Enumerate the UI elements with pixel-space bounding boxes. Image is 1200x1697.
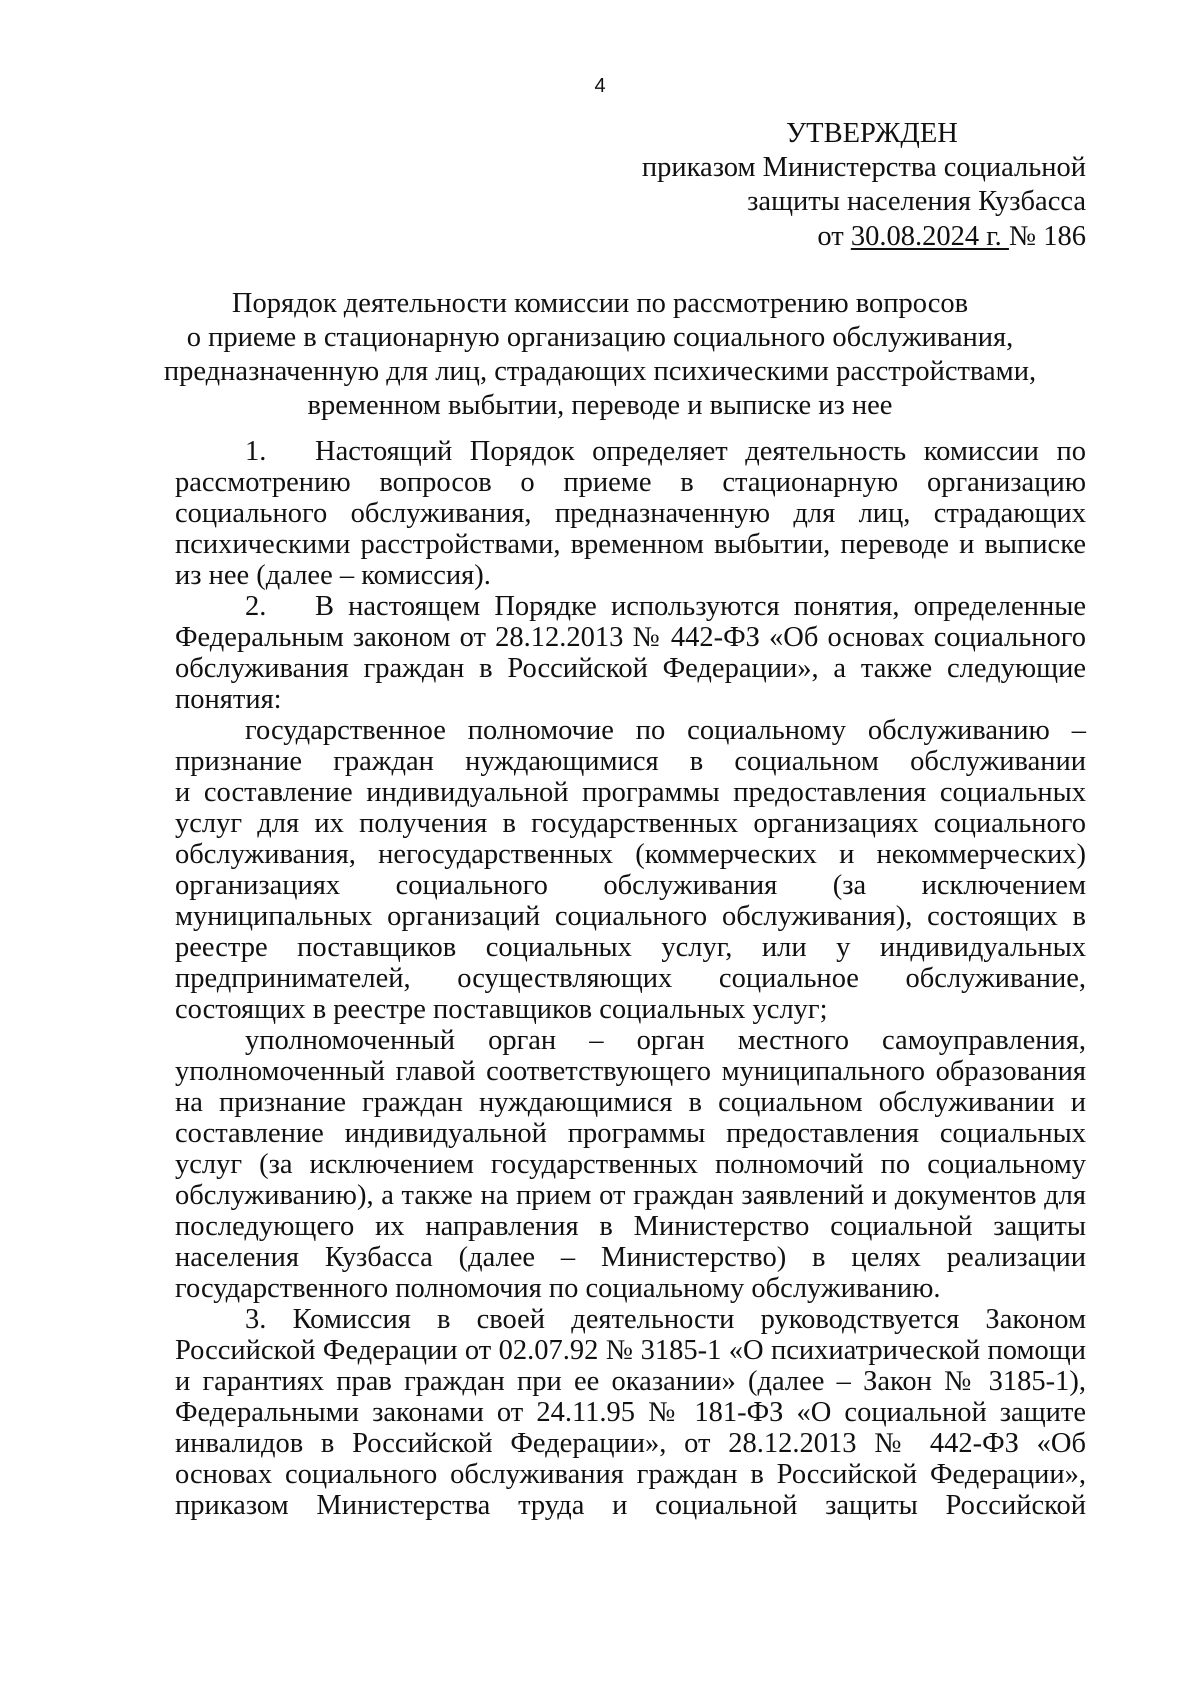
definition-2-line: населения Кузбасса (далее – Министерство) в целях реализации [175,1242,1086,1273]
paragraph-1-line: социального обслуживания, предназначенную для лиц, страдающих [175,498,1086,529]
definition-1-line: организациях социального обслуживания (за исключением [175,870,1086,901]
approval-heading: УТВЕРЖДЕН [786,118,958,149]
definition-2-line: государственного полномочия по социальному обслуживанию. [175,1273,941,1304]
paragraph-3-line: и гарантиях прав граждан при ее оказании» (далее – Закон № 3185-1), [175,1366,1086,1397]
definition-1-line: признание граждан нуждающимися в социальном обслуживании [175,746,1086,777]
paragraph-1-line: из нее (далее – комиссия). [175,560,491,591]
paragraph-3-line: инвалидов в Российской Федерации», от 28.12.2013 № 442-ФЗ «Об [175,1428,1086,1459]
paragraph-3-line: приказом Министерства труда и социальной защиты Российской [175,1490,1086,1521]
document-title-line: Порядок деятельности комиссии по рассмотрению вопросов [231,288,969,319]
definition-2-line: уполномоченный орган – орган местного самоуправления, [245,1025,1086,1056]
paragraph-2-line: Федеральным законом от 28.12.2013 № 442-ФЗ «Об основах социального [175,622,1086,653]
definition-2-line: на признание граждан нуждающимися в социальном обслуживании и [175,1087,1086,1118]
paragraph-3-line: Федеральными законами от 24.11.95 № 181-ФЗ «О социальной защите [175,1397,1086,1428]
definition-1-line: услуг для их получения в государственных организациях социального [175,808,1086,839]
paragraph-1-line: рассмотрению вопросов о приеме в стационарную организацию [175,467,1086,498]
paragraph-1-line: психическими расстройствами, временном выбытии, переводе и выписке [175,529,1086,560]
definition-1-line: реестре поставщиков социальных услуг, или у индивидуальных [175,932,1086,963]
definition-1-line: состоящих в реестре поставщиков социальных услуг; [175,994,828,1025]
paragraph-2-line: обслуживания граждан в Российской Федерации», а также следующие [175,653,1086,684]
definition-2-line: составление индивидуальной программы предоставления социальных [175,1118,1086,1149]
definition-1-line: муниципальных организаций социального обслуживания), состоящих в [175,901,1086,932]
paragraph-2-text: В настоящем Порядке используются понятия, определенные [315,591,1086,622]
paragraph-3-line: Российской Федерации от 02.07.92 № 3185-1 «О психиатрической помощи [175,1335,1086,1366]
definition-2-line: последующего их направления в Министерство социальной защиты [175,1211,1086,1242]
paragraph-1-line [245,435,1086,469]
definition-2-line: уполномоченный главой соответствующего муниципального образования [175,1056,1086,1087]
paragraph-2-line: понятия: [175,684,282,715]
approval-number: № 186 [1008,221,1086,252]
paragraph-1-number: 1. [245,436,267,467]
approval-line-2: защиты населения Кузбасса [747,186,1086,217]
document-title-line: о приеме в стационарную организацию социального обслуживания, [186,322,1014,353]
approval-date: 30.08.2024 г. [850,221,1009,252]
page-number: 4 [594,75,606,97]
paragraph-1-text: Настоящий Порядок определяет деятельность комиссии по [315,436,1086,467]
definition-1-line: предпринимателей, осуществляющих социальное обслуживание, [175,963,1086,994]
paragraph-3-line: 3. Комиссия в своей деятельности руководствуется Законом [245,1304,1086,1335]
definition-1-line: государственное полномочие по социальному обслуживанию – [245,715,1086,746]
paragraph-2-line [245,590,1086,624]
definition-2-line: обслуживанию), а также на прием от граждан заявлений и документов для [175,1180,1086,1211]
approval-prefix: от [817,221,851,252]
document-title-line: предназначенную для лиц, страдающих психическими расстройствами, [163,356,1037,387]
definition-1-line: обслуживания, негосударственных (коммерческих и некоммерческих) [175,839,1086,870]
paragraph-3-line: основах социального обслуживания граждан в Российской Федерации», [175,1459,1086,1490]
paragraph-2-number: 2. [245,591,267,622]
definition-1-line: и составление индивидуальной программы предоставления социальных [175,777,1086,808]
definition-2-line: услуг (за исключением государственных полномочий по социальному [175,1149,1086,1180]
document-title-line: временном выбытии, переводе и выписке из нее [307,390,893,421]
approval-date-line [600,220,1086,254]
approval-line-1: приказом Министерства социальной [641,152,1086,183]
